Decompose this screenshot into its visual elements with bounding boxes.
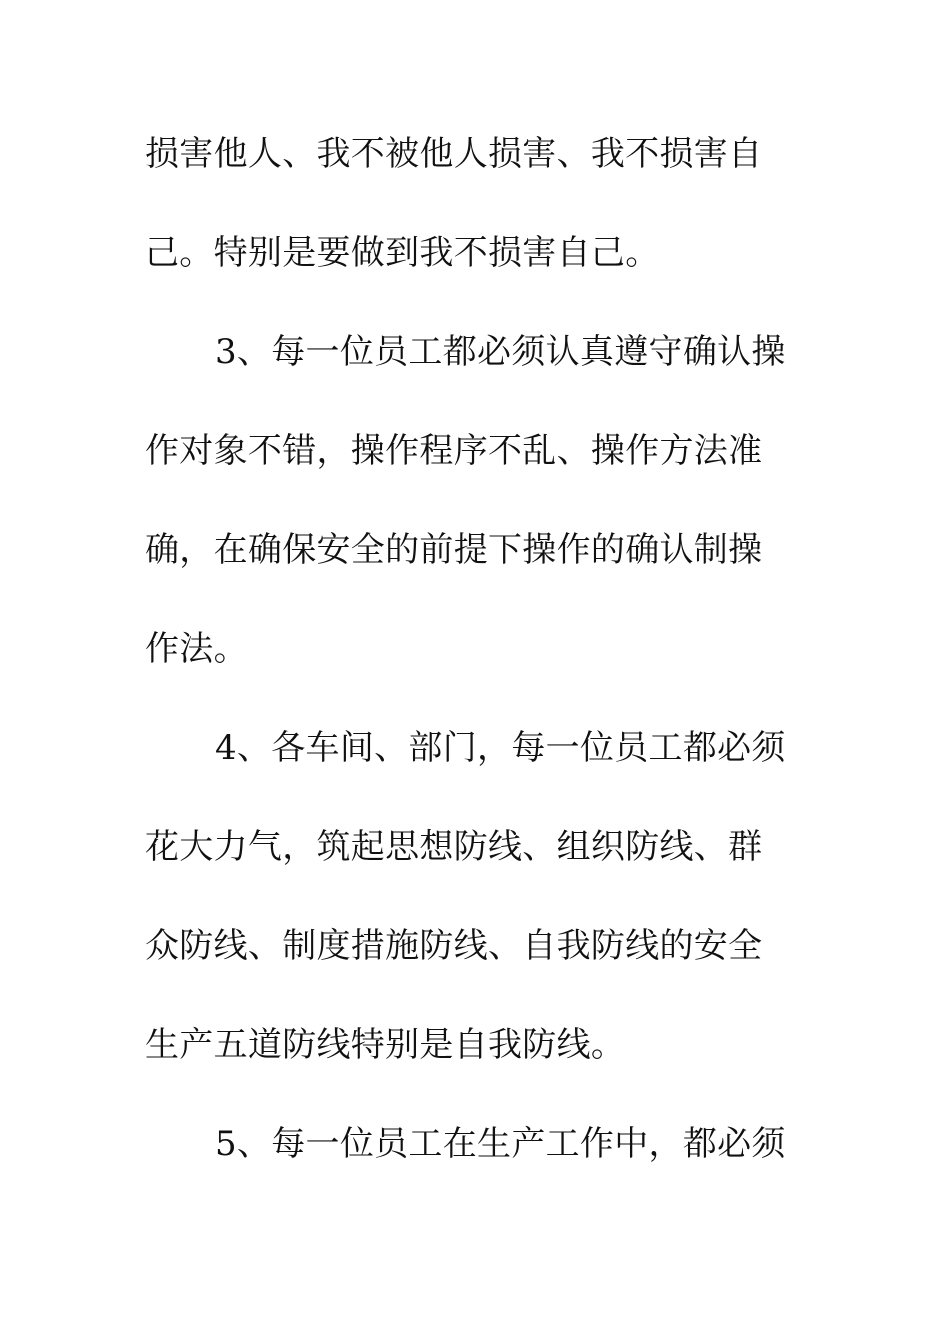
- text-line: 众防线、制度措施防线、自我防线的安全: [145, 926, 763, 966]
- text-line: 损害他人、我不被他人损害、我不损害自: [145, 134, 763, 174]
- text-line: 作法。: [145, 629, 248, 669]
- text-line: 己。特别是要做到我不损害自己。: [145, 233, 660, 273]
- text-line: 生产五道防线特别是自我防线。: [145, 1025, 626, 1065]
- text-line: 确，在确保安全的前提下操作的确认制操: [145, 530, 763, 570]
- text-line: 5、每一位员工在生产工作中，都必须: [215, 1124, 786, 1164]
- text-line: 作对象不错，操作程序不乱、操作方法准: [145, 431, 763, 471]
- text-line: 花大力气，筑起思想防线、组织防线、群: [145, 827, 763, 867]
- text-line: 4、各车间、部门，每一位员工都必须: [215, 728, 786, 768]
- text-line: 3、每一位员工都必须认真遵守确认操: [215, 332, 786, 372]
